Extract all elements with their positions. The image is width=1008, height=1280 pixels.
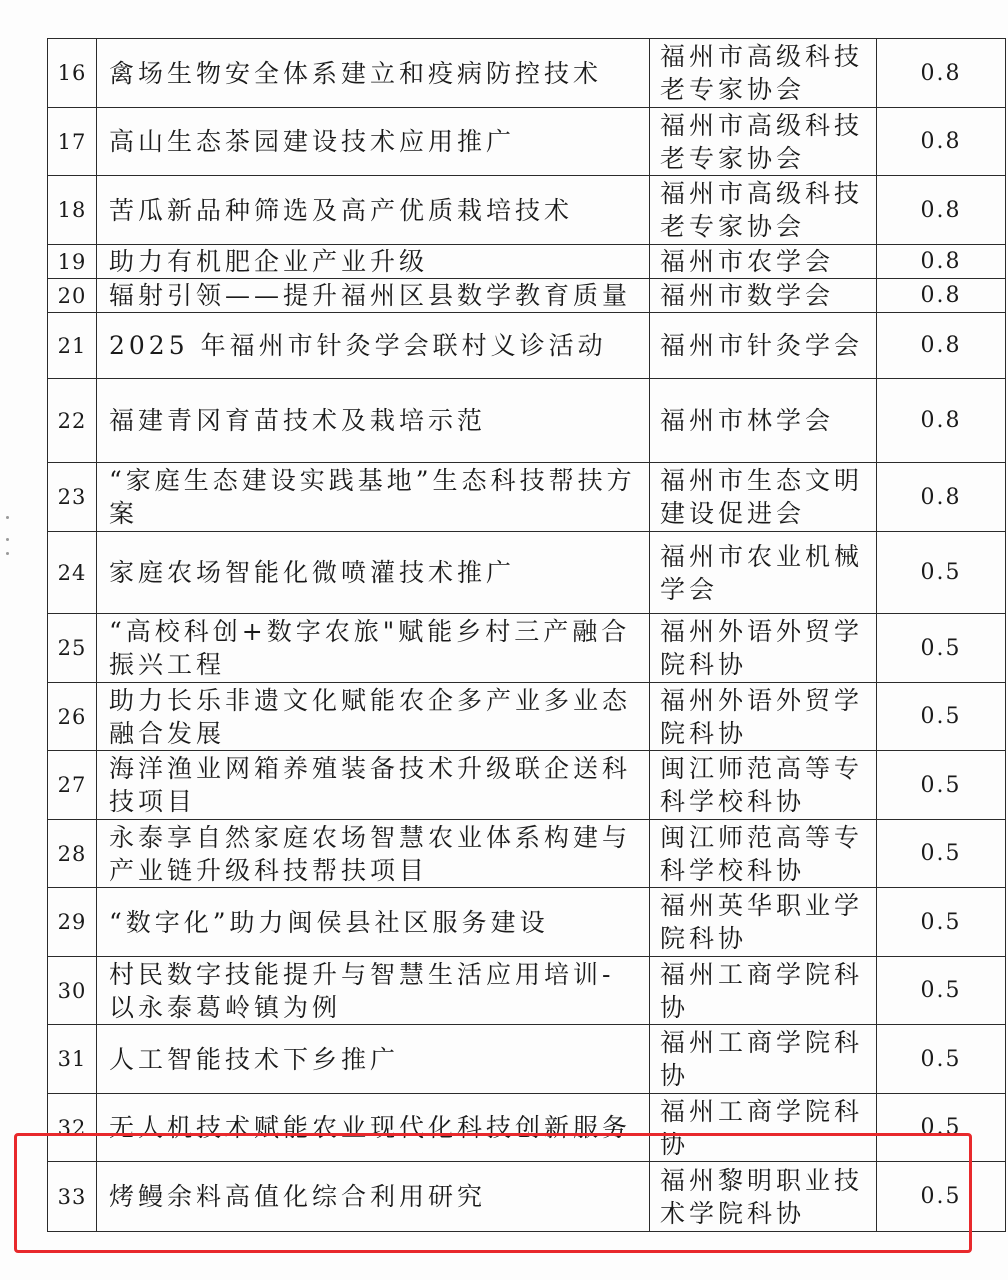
- scan-mark: [6, 516, 9, 519]
- organization: 福州市针灸学会: [650, 313, 877, 379]
- organization: 福州市生态文明建设促进会: [650, 463, 877, 532]
- project-name: 村民数字技能提升与智慧生活应用培训-以永泰葛岭镇为例: [97, 957, 650, 1025]
- organization: 福州市高级科技老专家协会: [650, 108, 877, 176]
- row-number: 29: [48, 888, 97, 957]
- project-name: “数字化”助力闽侯县社区服务建设: [97, 888, 650, 957]
- table-row: [48, 957, 1006, 1025]
- organization: 福州工商学院科协: [650, 1025, 877, 1094]
- project-name: 高山生态茶园建设技术应用推广: [97, 108, 650, 176]
- project-name: 2025 年福州市针灸学会联村义诊活动: [97, 313, 650, 379]
- row-number: 28: [48, 820, 97, 888]
- project-name: 助力有机肥企业产业升级: [97, 245, 650, 279]
- organization: 福州外语外贸学院科协: [650, 683, 877, 751]
- score: 0.8: [877, 279, 1006, 313]
- row-number: 25: [48, 614, 97, 683]
- row-number: 24: [48, 532, 97, 614]
- table-row: [48, 683, 1006, 751]
- score: 0.5: [877, 820, 1006, 888]
- project-name: 苦瓜新品种筛选及高产优质栽培技术: [97, 176, 650, 245]
- scan-mark: [6, 552, 9, 555]
- score: 0.5: [877, 532, 1006, 614]
- score: 0.8: [877, 245, 1006, 279]
- row-number: 30: [48, 957, 97, 1025]
- table-row: [48, 176, 1006, 245]
- project-name: 禽场生物安全体系建立和疫病防控技术: [97, 39, 650, 108]
- red-highlight-box: [14, 1133, 972, 1253]
- organization: 福州外语外贸学院科协: [650, 614, 877, 683]
- row-number: 21: [48, 313, 97, 379]
- row-number: 27: [48, 751, 97, 820]
- table-row: [48, 463, 1006, 532]
- project-name: 人工智能技术下乡推广: [97, 1025, 650, 1094]
- organization: 福州市高级科技老专家协会: [650, 176, 877, 245]
- organization: 福州市农业机械学会: [650, 532, 877, 614]
- score: 0.8: [877, 379, 1006, 463]
- table-row: [48, 313, 1006, 379]
- table-row: [48, 245, 1006, 279]
- organization: 福州市林学会: [650, 379, 877, 463]
- project-name: 辐射引领——提升福州区县数学教育质量: [97, 279, 650, 313]
- organization: 闽江师范高等专科学校科协: [650, 751, 877, 820]
- table-row: [48, 108, 1006, 176]
- table-row: [48, 279, 1006, 313]
- table-row: [48, 820, 1006, 888]
- project-name: 福建青冈育苗技术及栽培示范: [97, 379, 650, 463]
- row-number: 31: [48, 1025, 97, 1094]
- table-row: [48, 379, 1006, 463]
- score: 0.5: [877, 1162, 1006, 1232]
- score: 0.5: [877, 1025, 1006, 1094]
- organization: 福州工商学院科协: [650, 1094, 877, 1162]
- project-name: 永泰享自然家庭农场智慧农业体系构建与产业链升级科技帮扶项目: [97, 820, 650, 888]
- table-row: [48, 888, 1006, 957]
- row-number: 18: [48, 176, 97, 245]
- row-number: 32: [48, 1094, 97, 1162]
- table-row: [48, 532, 1006, 614]
- score: 0.8: [877, 39, 1006, 108]
- score: 0.8: [877, 313, 1006, 379]
- project-name: 助力长乐非遗文化赋能农企多产业多业态融合发展: [97, 683, 650, 751]
- row-number: 33: [48, 1162, 97, 1232]
- score: 0.5: [877, 1094, 1006, 1162]
- score: 0.8: [877, 176, 1006, 245]
- row-number: 23: [48, 463, 97, 532]
- organization: 福州市数学会: [650, 279, 877, 313]
- organization: 福州黎明职业技术学院科协: [650, 1162, 877, 1232]
- table-row: [48, 614, 1006, 683]
- organization: 福州市高级科技老专家协会: [650, 39, 877, 108]
- score: 0.5: [877, 614, 1006, 683]
- scan-mark: [6, 538, 9, 541]
- score: 0.8: [877, 108, 1006, 176]
- score: 0.5: [877, 957, 1006, 1025]
- project-name: 家庭农场智能化微喷灌技术推广: [97, 532, 650, 614]
- organization: 福州英华职业学院科协: [650, 888, 877, 957]
- score: 0.8: [877, 463, 1006, 532]
- organization: 闽江师范高等专科学校科协: [650, 820, 877, 888]
- project-name: 烤鳗余料高值化综合利用研究: [97, 1162, 650, 1232]
- project-name: “家庭生态建设实践基地”生态科技帮扶方案: [97, 463, 650, 532]
- row-number: 16: [48, 39, 97, 108]
- table-row: [48, 39, 1006, 108]
- row-number: 26: [48, 683, 97, 751]
- organization: 福州工商学院科协: [650, 957, 877, 1025]
- score: 0.5: [877, 751, 1006, 820]
- organization: 福州市农学会: [650, 245, 877, 279]
- score: 0.5: [877, 683, 1006, 751]
- row-number: 20: [48, 279, 97, 313]
- row-number: 22: [48, 379, 97, 463]
- row-number: 17: [48, 108, 97, 176]
- project-name: “高校科创+数字农旅"赋能乡村三产融合振兴工程: [97, 614, 650, 683]
- project-name: 海洋渔业网箱养殖装备技术升级联企送科技项目: [97, 751, 650, 820]
- table-row: [48, 751, 1006, 820]
- project-table: [47, 38, 1006, 1232]
- project-name: 无人机技术赋能农业现代化科技创新服务: [97, 1094, 650, 1162]
- table-row: [48, 1025, 1006, 1094]
- score: 0.5: [877, 888, 1006, 957]
- row-number: 19: [48, 245, 97, 279]
